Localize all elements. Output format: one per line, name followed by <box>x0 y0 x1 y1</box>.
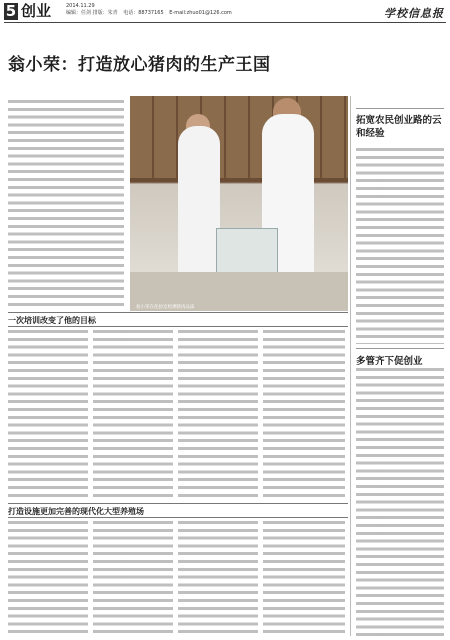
body-col-5 <box>8 521 88 637</box>
divider <box>8 312 348 313</box>
email: E-mail:zhuo01@126.com <box>169 10 232 16</box>
body-col-1 <box>8 330 88 498</box>
side-headline-2: 多管齐下促创业 <box>356 356 423 367</box>
divider <box>8 326 348 327</box>
body-col-2 <box>93 330 173 498</box>
body-col-6 <box>93 521 173 637</box>
intro-text <box>8 100 124 310</box>
masthead-meta <box>66 3 232 17</box>
side-divider <box>356 348 444 349</box>
headline: 翁小荣：打造放心猪肉的生产王国 <box>8 55 271 75</box>
side-divider <box>356 108 444 109</box>
subhead-first: 一次培训改变了他的目标 <box>8 316 96 325</box>
section-title: 创业 <box>21 2 52 20</box>
body-col-4 <box>263 330 345 498</box>
body-col-3 <box>178 330 258 498</box>
issue-date: 2014.11.29 <box>66 3 95 9</box>
divider <box>8 503 348 504</box>
photo-caption: 翁小荣在化验室检测猪肉品质 <box>136 305 195 310</box>
lab-photo <box>130 96 348 311</box>
page-number: 5 <box>5 2 17 20</box>
side-text-2 <box>356 368 444 636</box>
editor-credit: 编辑：任剑 排版：朱青 <box>66 10 118 16</box>
masthead-rule <box>4 22 446 23</box>
side-rule <box>350 96 351 636</box>
body-col-7 <box>178 521 258 637</box>
subhead-second: 打造设施更加完善的现代化大型养殖场 <box>8 507 144 516</box>
paper-name: 学校信息报 <box>384 7 444 20</box>
masthead <box>4 3 446 23</box>
divider <box>8 517 348 518</box>
phone: 电话：88737165 <box>123 10 164 16</box>
side-headline-1: 拓宽农民创业路的云和经验 <box>356 115 442 139</box>
body-col-8 <box>263 521 345 637</box>
side-text-1 <box>356 148 444 344</box>
